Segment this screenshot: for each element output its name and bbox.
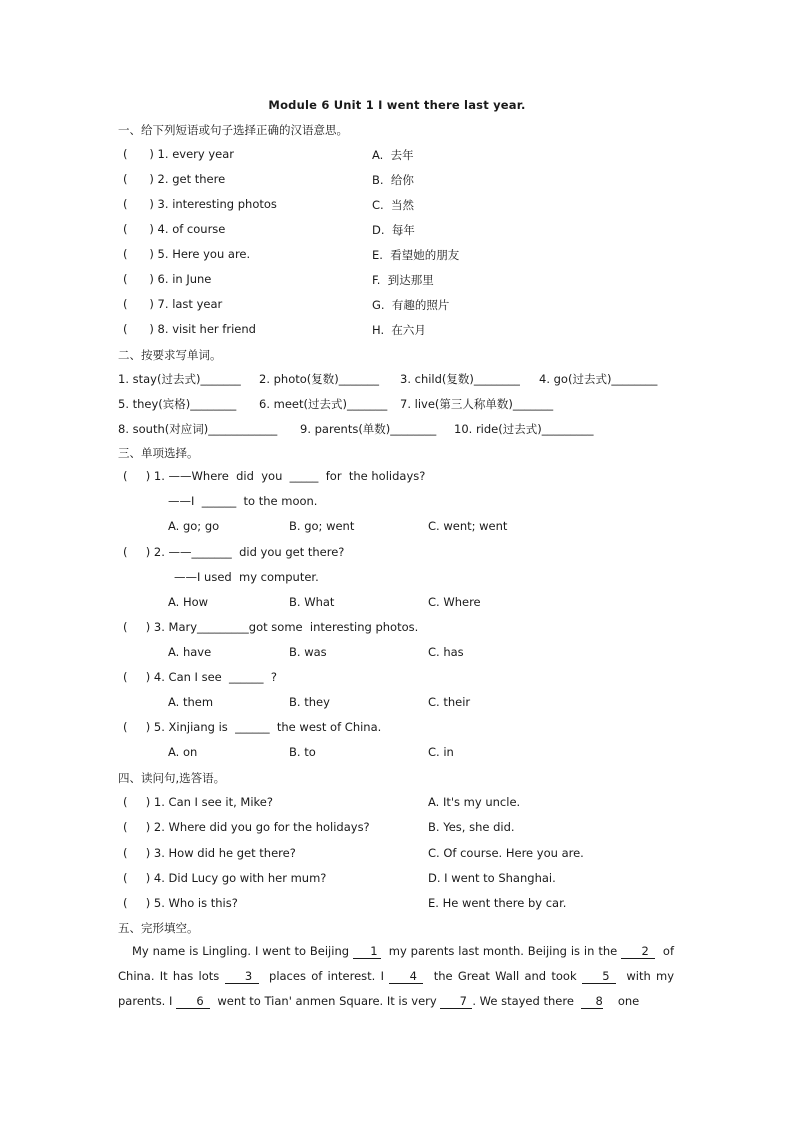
passage-text: . We stayed there [472,994,574,1008]
section1-heading: 一、给下列短语或句子选择正确的汉语意思。 [118,123,348,137]
passage-text: of China. It has lots [118,944,675,983]
s3-option: C. went; went [428,519,508,533]
s4-answer: D. I went to Shanghai. [428,871,556,885]
s1-option: H. 在六月 [372,323,426,337]
s4-question: ( ) 1. Can I see it, Mike? [123,795,273,809]
passage-text: went to Tian' anmen Square. It is very [217,994,437,1008]
s4-answer: C. Of course. Here you are. [428,846,584,860]
passage-text: places of interest. I [269,969,384,983]
passage-text: the Great Wall and took [433,969,577,983]
s3-option: A. on [168,745,198,759]
s3-response: ——I used my computer. [174,570,319,584]
passage-text: my parents last month. Beijing is in the [388,944,618,958]
s4-question: ( ) 4. Did Lucy go with her mum? [123,871,327,885]
s1-option: B. 给你 [372,173,414,187]
s1-question: ( ) 4. of course [123,222,226,236]
passage-text: My name is Lingling. I went to Beijing [132,944,350,958]
s1-option: E. 看望她的朋友 [372,248,460,262]
s3-question: ( ) 3. Mary_________got some interesting photos. [123,620,419,634]
s4-question: ( ) 5. Who is this? [123,896,238,910]
s2-item: 8. south(对应词)____________ [118,422,278,436]
s3-response: ——I ______ to the moon. [168,494,318,508]
s1-option: D. 每年 [372,223,415,237]
s1-option: F. 到达那里 [372,273,434,287]
s3-option: B. What [289,595,335,609]
s3-option: C. in [428,745,454,759]
cloze-blank[interactable]: 8 [581,994,603,1009]
passage-text: one [617,994,640,1008]
s2-item: 3. child(复数)________ [400,372,520,386]
s2-item: 1. stay(过去式)_______ [118,372,241,386]
s3-question: ( ) 1. ——Where did you _____ for the holidays? [123,469,426,483]
s3-option: A. go; go [168,519,220,533]
s3-option: B. go; went [289,519,355,533]
s3-option: B. they [289,695,330,709]
s1-question: ( ) 3. interesting photos [123,197,277,211]
s3-option: A. have [168,645,212,659]
s2-item: 10. ride(过去式)_________ [454,422,594,436]
s3-option: C. their [428,695,471,709]
s3-option: C. Where [428,595,481,609]
s3-option: C. has [428,645,464,659]
s2-item: 5. they(宾格)________ [118,397,237,411]
s1-question: ( ) 7. last year [123,297,223,311]
s1-question: ( ) 6. in June [123,272,212,286]
s2-item: 7. live(第三人称单数)_______ [400,397,554,411]
s1-question: ( ) 5. Here you are. [123,247,251,261]
s3-option: B. was [289,645,327,659]
passage-text: with my parents. I [118,969,675,1008]
section3-heading: 三、单项选择。 [118,446,199,460]
cloze-blank[interactable]: 5 [582,969,616,984]
s4-answer: A. It's my uncle. [428,795,521,809]
s3-option: A. How [168,595,209,609]
cloze-blank[interactable]: 4 [389,969,423,984]
cloze-blank[interactable]: 7 [440,994,472,1009]
s1-question: ( ) 8. visit her friend [123,322,256,336]
cloze-blank[interactable]: 3 [225,969,259,984]
cloze-blank[interactable]: 6 [176,994,210,1009]
section5-heading: 五、完形填空。 [118,921,199,935]
section4-heading: 四、读问句,选答语。 [118,771,226,785]
s4-answer: E. He went there by car. [428,896,567,910]
s2-item: 4. go(过去式)________ [539,372,658,386]
s4-question: ( ) 3. How did he get there? [123,846,296,860]
s1-option: C. 当然 [372,198,414,212]
s1-option: G. 有趣的照片 [372,298,450,312]
s3-question: ( ) 4. Can I see ______ ? [123,670,277,684]
cloze-passage [118,939,674,1014]
section2-heading: 二、按要求写单词。 [118,348,222,362]
s4-answer: B. Yes, she did. [428,820,515,834]
s2-item: 9. parents(单数)________ [300,422,437,436]
s2-item: 6. meet(过去式)_______ [259,397,388,411]
s1-question: ( ) 1. every year [123,147,234,161]
s3-question: ( ) 5. Xinjiang is ______ the west of China. [123,720,382,734]
s4-question: ( ) 2. Where did you go for the holidays? [123,820,370,834]
s3-option: A. them [168,695,214,709]
s1-question: ( ) 2. get there [123,172,226,186]
s1-option: A. 去年 [372,148,414,162]
s3-option: B. to [289,745,316,759]
cloze-blank[interactable]: 1 [353,944,381,959]
cloze-blank[interactable]: 2 [621,944,655,959]
page-title: Module 6 Unit 1 I went there last year. [268,98,526,112]
s2-item: 2. photo(复数)_______ [259,372,380,386]
s3-question: ( ) 2. ——_______ did you get there? [123,545,345,559]
